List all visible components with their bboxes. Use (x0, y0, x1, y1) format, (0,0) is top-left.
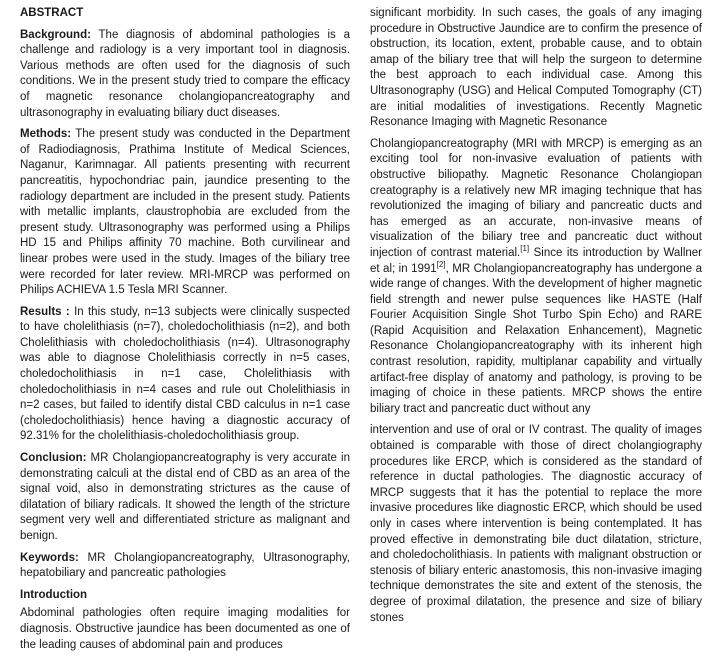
keywords-label: Keywords: (20, 551, 79, 564)
results-paragraph (20, 305, 350, 445)
methods-text: The present study was conducted in the Department of Radiodiagnosis, Prathima Institute of Medical Sciences, Naganur, Karimnagar. All patients presenting with recurrent pancreatitis, hypochondriac pain, jaundice presenting to the radiology department are included in the present study. Patients with metallic implants, claustrophobia are excluded from the present study. Ultrasonography was performed using a Philips HD 15 and Philips affinity 70 machine. Both curvilinear and linear probes were used in the study. Images of the biliary tree were recorded for later review. MRI-MRCP was performed on Philips ACHIEVA 1.5 Tesla MRI Scanner. (20, 128, 350, 297)
citation-1: [1] (520, 244, 530, 254)
right-column (370, 6, 702, 626)
introduction-paragraph-2 (370, 137, 702, 418)
keywords-text: MR Cholangiopancreatography, Ultrasonography, hepatobiliary and pancreatic pathologies (20, 551, 350, 580)
introduction-heading: Introduction (20, 588, 88, 601)
introduction-paragraph-1-continued: significant morbidity. In such cases, the goals of any imaging procedure in Obstructive Jaundice are to confirm the presence of obstruction, its location, extent, probable cause, and to obtain amap of the biliary tree that will help the surgeon to determine the best approach to each individual case. Among this Ultrasonography (USG) and Helical Computed Tomography (CT) are initial modalities of investigations. Recently Magnetic Resonance Imaging with Magnetic Resonance (370, 7, 702, 129)
citation-2: [2] (436, 259, 446, 269)
conclusion-label: Conclusion: (20, 452, 87, 465)
results-text: In this study, n=13 subjects were clinically suspected to have cholelithiasis (n=7), choledocholithiasis (n=2), and both Cholelithiasis with choledocholithiasis (n=4). Ultrasonography was able to diagnose Cholelithiasis correctly in n=5 cases, choledocholithiasis in n=1 case, Cholelithiasis with choledocholithiasis in n=4 cases and rule out Cholelithiasis in n=2 cases, but failed to identify distal CBD calculus in n=1 case (choledocholithiasis) hence having a diagnostic accuracy of 92.31% for the cholelithiasis-choledocholithiasis group. (20, 305, 350, 443)
para2-text-c: , MR Cholangiopancreatography has undergone a wide range of changes. With the development of higher magnetic field strength and newer pulse sequences like HASTE (Half Fourier Acquisition Single Shot Turbo Spin Echo) and RARE (Rapid Acquisition and Relaxation Enhancement), Magnetic Resonance Cholangiopancreatography with its inherent high contrast resolution, rapidity, multiplanar capability and virtually artifact-free display of anatomy and pathology, is proving to be imaging of choice in these patients. MRCP shows the entire biliary tract and pancreatic duct without any (370, 262, 703, 415)
conclusion-paragraph (20, 451, 350, 545)
abstract-title: ABSTRACT (20, 7, 84, 19)
methods-paragraph (20, 127, 350, 299)
conclusion-text: MR Cholangiopancreatography is very accurate in demonstrating calculi at the distal end of CBD as an area of the signal void, also in demonstrating strictures as the cause of dilatation of biliary radicals. It showed the length of the stricture segment very well and differentiated stricture as malignant and benign. (20, 452, 350, 542)
para2-text-a: Cholangiopancreatography (MRI with MRCP) is emerging as an exciting tool for non-invasive evaluation of patients with obstructive biliopathy. Magnetic Resonance Cholangiopan creatography is a relatively new MR imaging technique that has revolutionized the imaging of biliary and pancreatic ducts and has emerged as an accurate, non-invasive means of visualization of the biliary tree and pancreatic duct without injection of contrast material. (370, 137, 702, 259)
background-label: Background: (20, 28, 91, 41)
methods-label: Methods: (20, 128, 72, 141)
introduction-paragraph-3: intervention and use of oral or IV contrast. The quality of images obtained is comparable with those of direct cholangiography procedures like ERCP, which is considered as the standard of reference in ductal pathologies. The diagnostic accuracy of MRCP suggests that it has the potential to replace the more invasive procedures like diagnostic ERCP, which should be used only in cases where intervention is being contemplated. It has proved effective in demonstrating bile duct dilatation, stricture, and choledocholithiasis. In patients with malignant obstruction or stenosis of biliary enteric anastomosis, this non-invasive imaging technique demonstrates the site and extent of the stenosis, the degree of proximal dilatation, the presence and size of biliary stones (370, 424, 702, 624)
para2-text-b: Since its introduction by Wallner et al; in 1991 (370, 246, 702, 275)
background-text: The diagnosis of abdominal pathologies is a challenge and radiology is a very important tool in diagnosis. Various methods are often used for the diagnosis of such conditions. We in the present study tried to compare the efficacy of magnetic resonance cholangiopancreatography and ultrasonography in evaluating biliary duct diseases. (20, 28, 350, 119)
introduction-paragraph-1: Abdominal pathologies often require imaging modalities for diagnosis. Obstructive jaundice has been documented as one of the leading causes of abdominal pain and produces (20, 607, 350, 651)
left-column (20, 6, 350, 653)
results-label: Results : (20, 305, 70, 318)
background-paragraph (20, 28, 350, 122)
keywords-paragraph (20, 551, 350, 582)
